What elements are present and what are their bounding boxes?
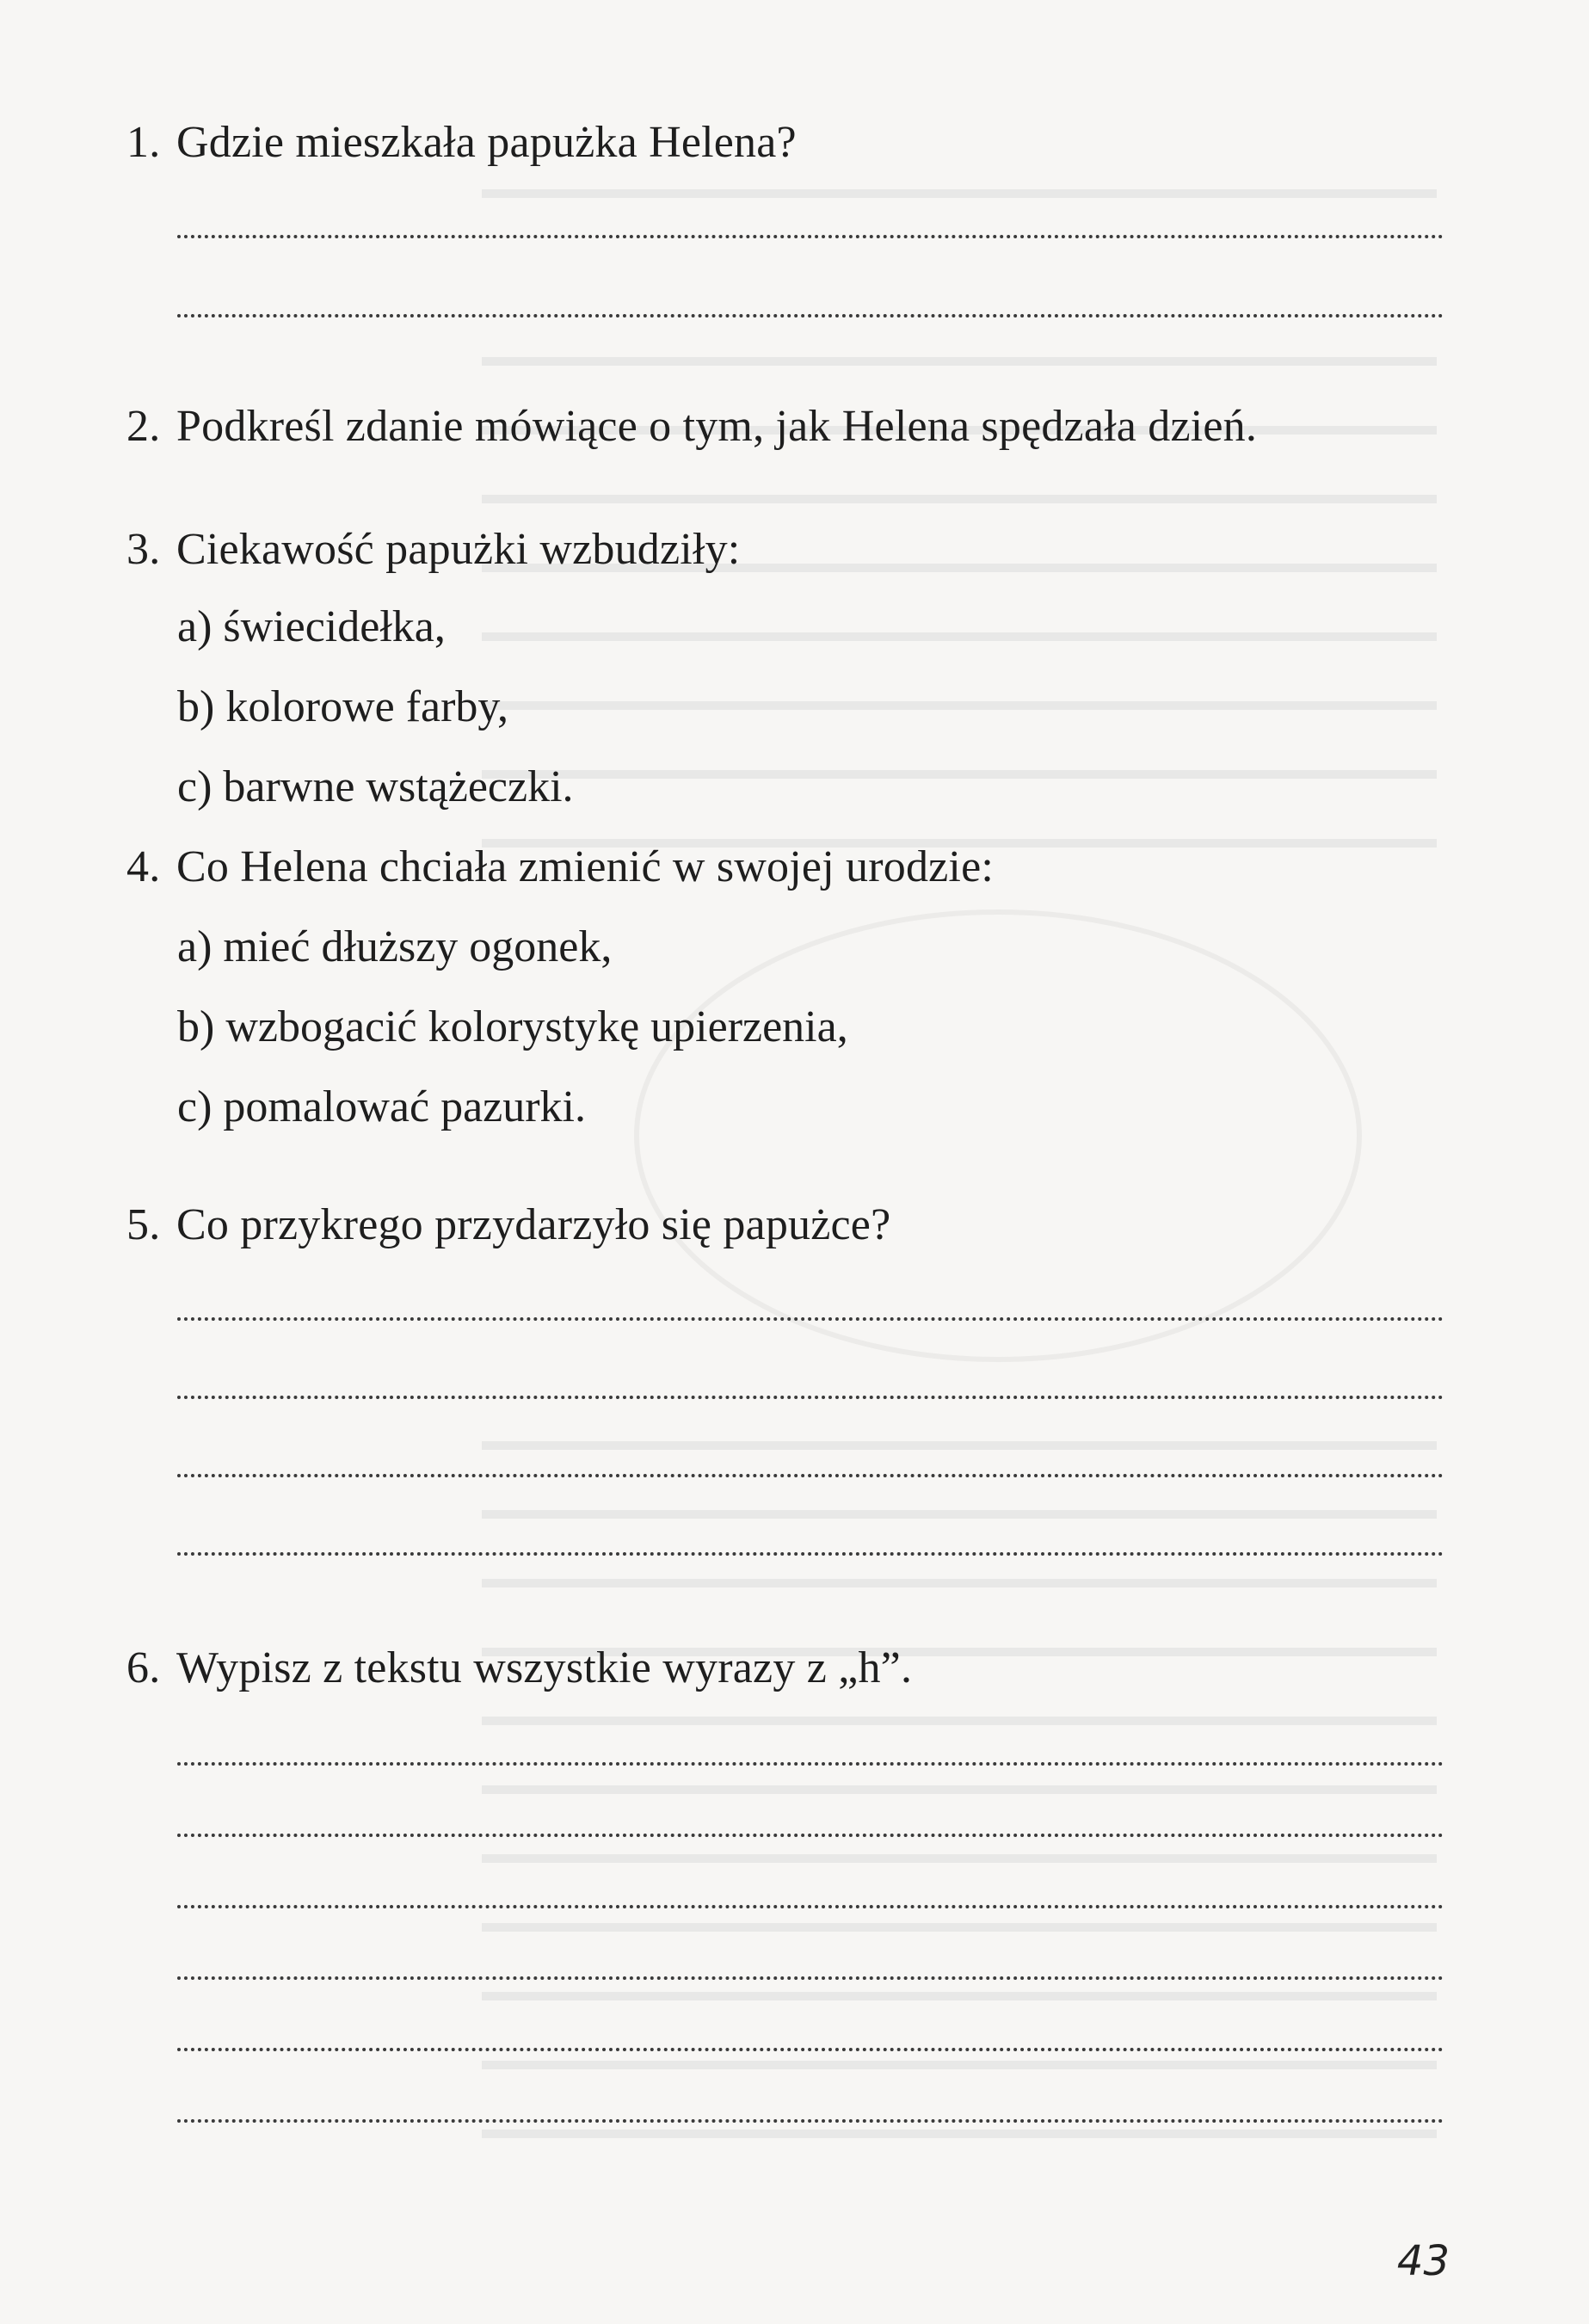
question-1 [126, 120, 797, 165]
question-text: Ciekawość papużki wzbudziły: [176, 525, 741, 574]
question-text: Co przykrego przydarzyło się papużce? [176, 1200, 891, 1249]
answer-line[interactable] [177, 2119, 1444, 2123]
question-text: Co Helena chciała zmienić w swojej urodzie: [176, 842, 995, 891]
question-number: 2. [126, 402, 161, 451]
answer-line[interactable] [177, 1396, 1444, 1399]
option-c[interactable]: c) barwne wstążeczki. [177, 762, 574, 811]
question-4 [126, 842, 995, 891]
question-number: 6. [126, 1643, 161, 1692]
answer-line[interactable] [177, 1552, 1444, 1556]
question-number: 4. [126, 842, 161, 891]
answer-line[interactable] [177, 1905, 1444, 1908]
question-text: Wypisz z tekstu wszystkie wyrazy z „h”. [176, 1643, 913, 1692]
option-b[interactable]: b) kolorowe farby, [177, 682, 509, 731]
answer-line[interactable] [177, 1976, 1444, 1980]
answer-line[interactable] [177, 314, 1444, 317]
question-6 [126, 1643, 913, 1692]
answer-line[interactable] [177, 1474, 1444, 1477]
answer-line[interactable] [177, 2048, 1444, 2051]
question-number: 5. [126, 1200, 161, 1249]
question-text: Gdzie mieszkała papużka Helena? [176, 118, 797, 167]
question-5 [126, 1200, 891, 1249]
question-number: 3. [126, 525, 161, 574]
question-number: 1. [126, 118, 161, 167]
answer-line[interactable] [177, 235, 1444, 238]
answer-line[interactable] [177, 1317, 1444, 1321]
answer-line[interactable] [177, 1834, 1444, 1837]
question-3 [126, 527, 740, 572]
option-c[interactable]: c) pomalować pazurki. [177, 1082, 587, 1131]
option-a[interactable]: a) mieć dłuższy ogonek, [177, 922, 613, 971]
option-a[interactable]: a) świecidełka, [177, 602, 446, 651]
question-text: Podkreśl zdanie mówiące o tym, jak Helena spędzała dzień. [176, 402, 1258, 451]
option-b[interactable]: b) wzbogacić kolorystykę upierzenia, [177, 1002, 848, 1051]
answer-line[interactable] [177, 1762, 1444, 1766]
question-2 [126, 404, 1257, 449]
page-number: 43 [1396, 2237, 1450, 2285]
